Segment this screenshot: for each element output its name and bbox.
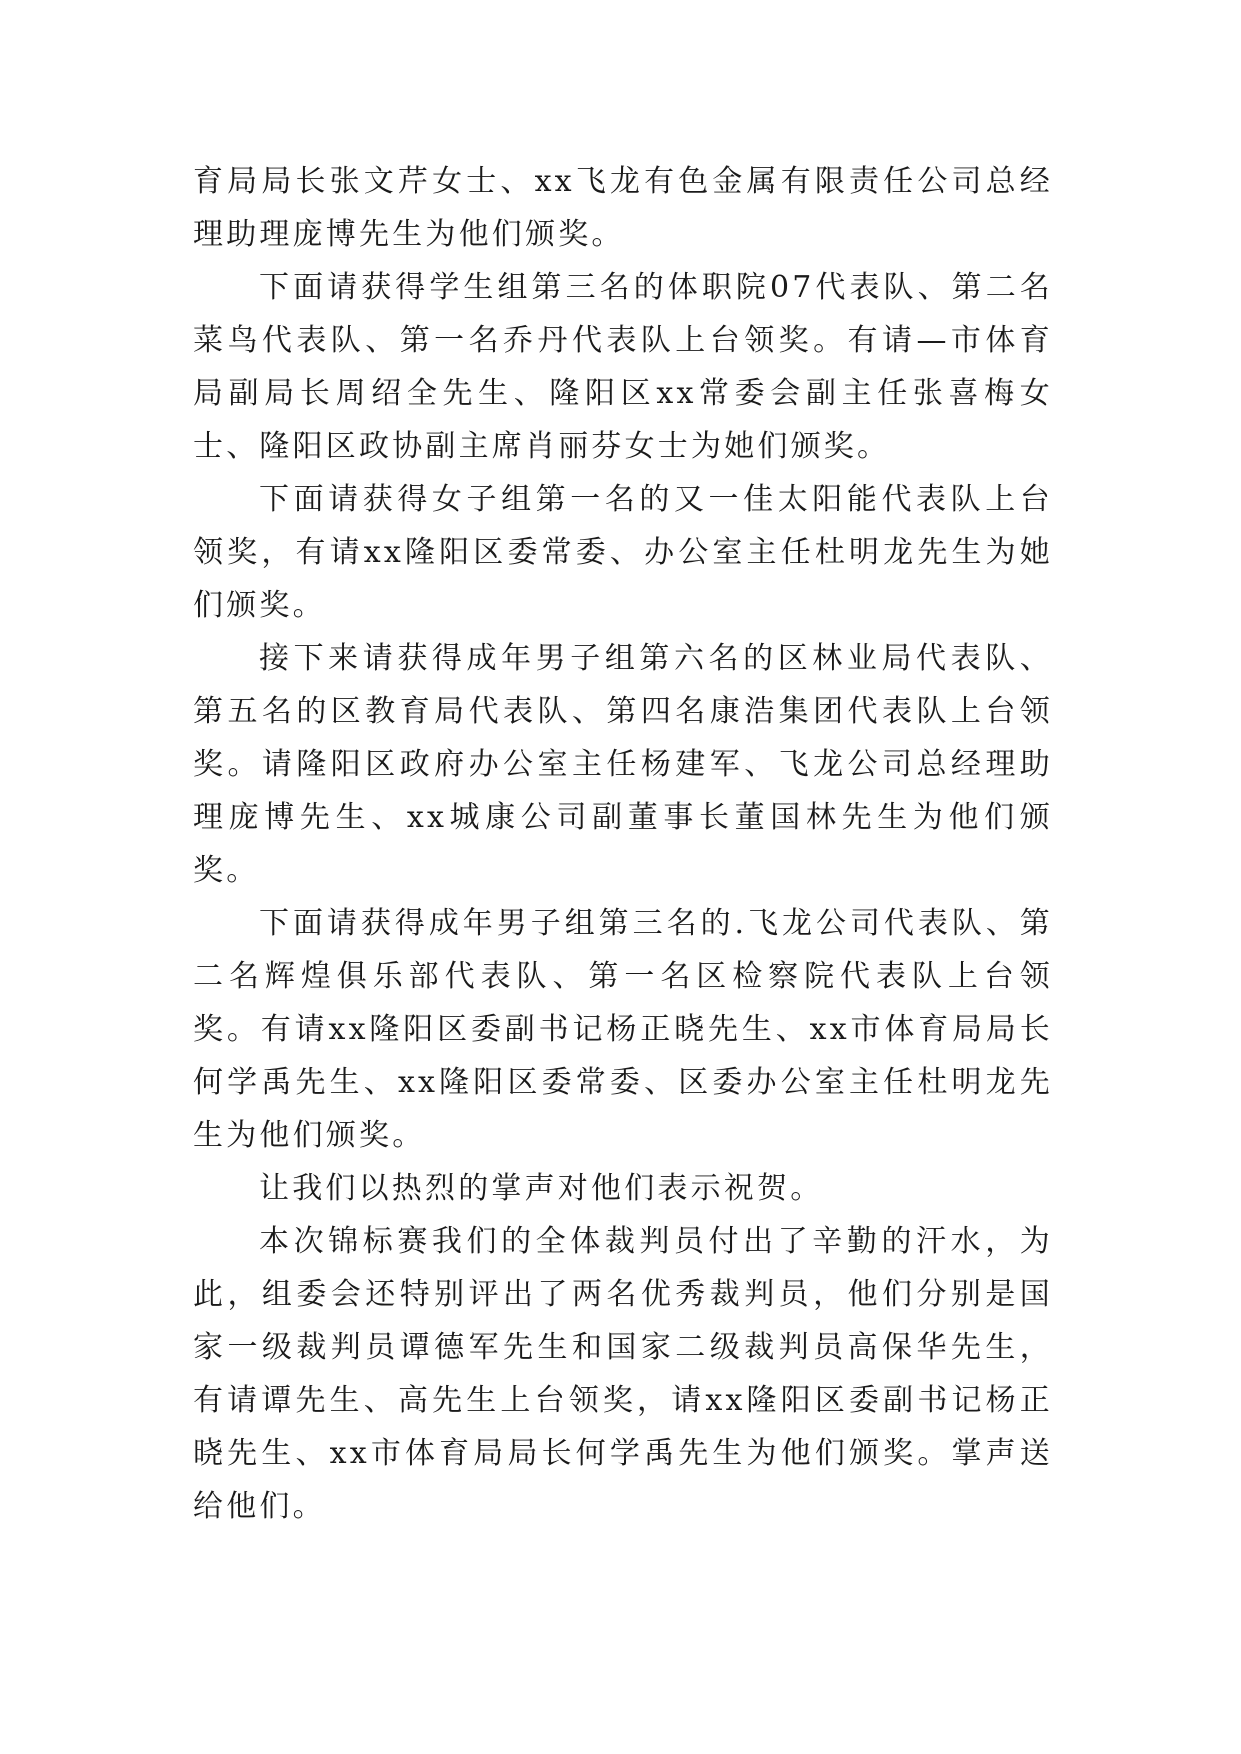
paragraph-6: 让我们以热烈的掌声对他们表示祝贺。	[259, 1171, 824, 1206]
paragraph-3: 下面请获得女子组第一名的又一佳太阳能代表队上台领奖，有请xx隆阳区委常委、办公室主任杜明龙先生为她们颁奖。	[193, 482, 1053, 623]
document-body	[193, 155, 1053, 1533]
paragraph-4: 接下来请获得成年男子组第六名的区林业局代表队、第五名的区教育局代表队、第四名康浩集团代表队上台领奖。请隆阳区政府办公室主任杨建军、飞龙公司总经理助理庞博先生、xx城康公司副董事长董国林先生为他们颁奖。	[193, 641, 1053, 888]
paragraph-1: 育局局长张文芹女士、xx飞龙有色金属有限责任公司总经理助理庞博先生为他们颁奖。	[193, 164, 1053, 252]
paragraph-2: 下面请获得学生组第三名的体职院07代表队、第二名菜鸟代表队、第一名乔丹代表队上台领奖。有请—市体育局副局长周绍全先生、隆阳区xx常委会副主任张喜梅女士、隆阳区政协副主席肖丽芬女士为她们颁奖。	[193, 270, 1053, 464]
paragraph-7: 本次锦标赛我们的全体裁判员付出了辛勤的汗水，为此，组委会还特别评出了两名优秀裁判员，他们分别是国家一级裁判员谭德军先生和国家二级裁判员高保华先生，有请谭先生、高先生上台领奖，请xx隆阳区委副书记杨正晓先生、xx市体育局局长何学禹先生为他们颁奖。掌声送给他们。	[193, 1224, 1053, 1524]
paragraph-5: 下面请获得成年男子组第三名的.飞龙公司代表队、第二名辉煌俱乐部代表队、第一名区检察院代表队上台领奖。有请xx隆阳区委副书记杨正晓先生、xx市体育局局长何学禹先生、xx隆阳区委常委、区委办公室主任杜明龙先生为他们颁奖。	[193, 906, 1053, 1153]
